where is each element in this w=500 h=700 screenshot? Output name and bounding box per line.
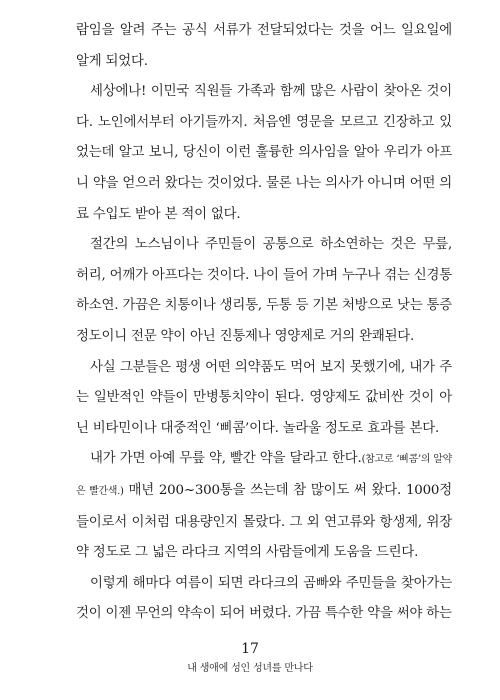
paragraph: 사실 그분들은 평생 어떤 의약품도 먹어 보지 못했기에, 내가 주는 일반적인 약들이 만병통치약이 된다. 영양제도 값비싼 것이 아닌 비타민이나 대중적인 ‘삐콤’이다. 놀라울 정도로 효과를 본다. [76, 359, 452, 436]
paragraph: 세상에나! 이민국 직원들 가족과 함께 많은 사람이 찾아온 것이다. 노인에서부터 아기들까지. 처음엔 영문을 모르고 긴장하고 있었는데 알고 보니, 당신이 이런 훌륭한 의사임을 알아 우리가 아프니 약을 얻으러 왔다는 것이었다. 물론 나는 의사가 아니며 어떤 의료 수입도 받아 본 적이 없다. [76, 84, 452, 222]
running-footer-title: 내 생애에 성인 성녀를 만나다 [187, 663, 313, 674]
paragraph-text: 내가 가면 아예 무릎 약, 빨간 약을 달라고 한다. [90, 451, 362, 467]
paragraph: 이렇게 해마다 여름이 되면 라다크의 곰빠와 주민들을 찾아가는 것이 이젠 무언의 약속이 되어 버렸다. 가끔 특수한 약을 써야 하는 [76, 575, 452, 622]
paragraph: 절간의 노스님이나 주민들이 공통으로 하소연하는 것은 무릎, 허리, 어깨가 아프다는 것이다. 나이 들어 가며 누구나 겪는 신경통 하소연. 가끔은 치통이나 생리통, 두통 등 기본 처방으로 낫는 통증 정도이니 전문 약이 아닌 진통제나 영양제로 거의 완쾌된다. [76, 237, 452, 344]
paragraph-continued: 람임을 알려 주는 공식 서류가 전달되었다는 것을 어느 일요일에 알게 되었다. [76, 23, 452, 69]
paragraph-text: 매년 200~300통을 쓰는데 참 많이도 써 왔다. 1000정들이로서 이처럼 대용량인지 몰랐다. 그 외 연고류와 항생제, 위장약 정도로 그 넓은 라다크 지역의 사람들에게 도움을 드린다. [76, 482, 452, 561]
inline-note: (참고로 ‘삐콤’의 알약은 빨간색.) [76, 454, 452, 497]
paragraph-with-note [76, 444, 452, 568]
page-number: 17 [241, 641, 259, 657]
body-text [76, 16, 452, 630]
